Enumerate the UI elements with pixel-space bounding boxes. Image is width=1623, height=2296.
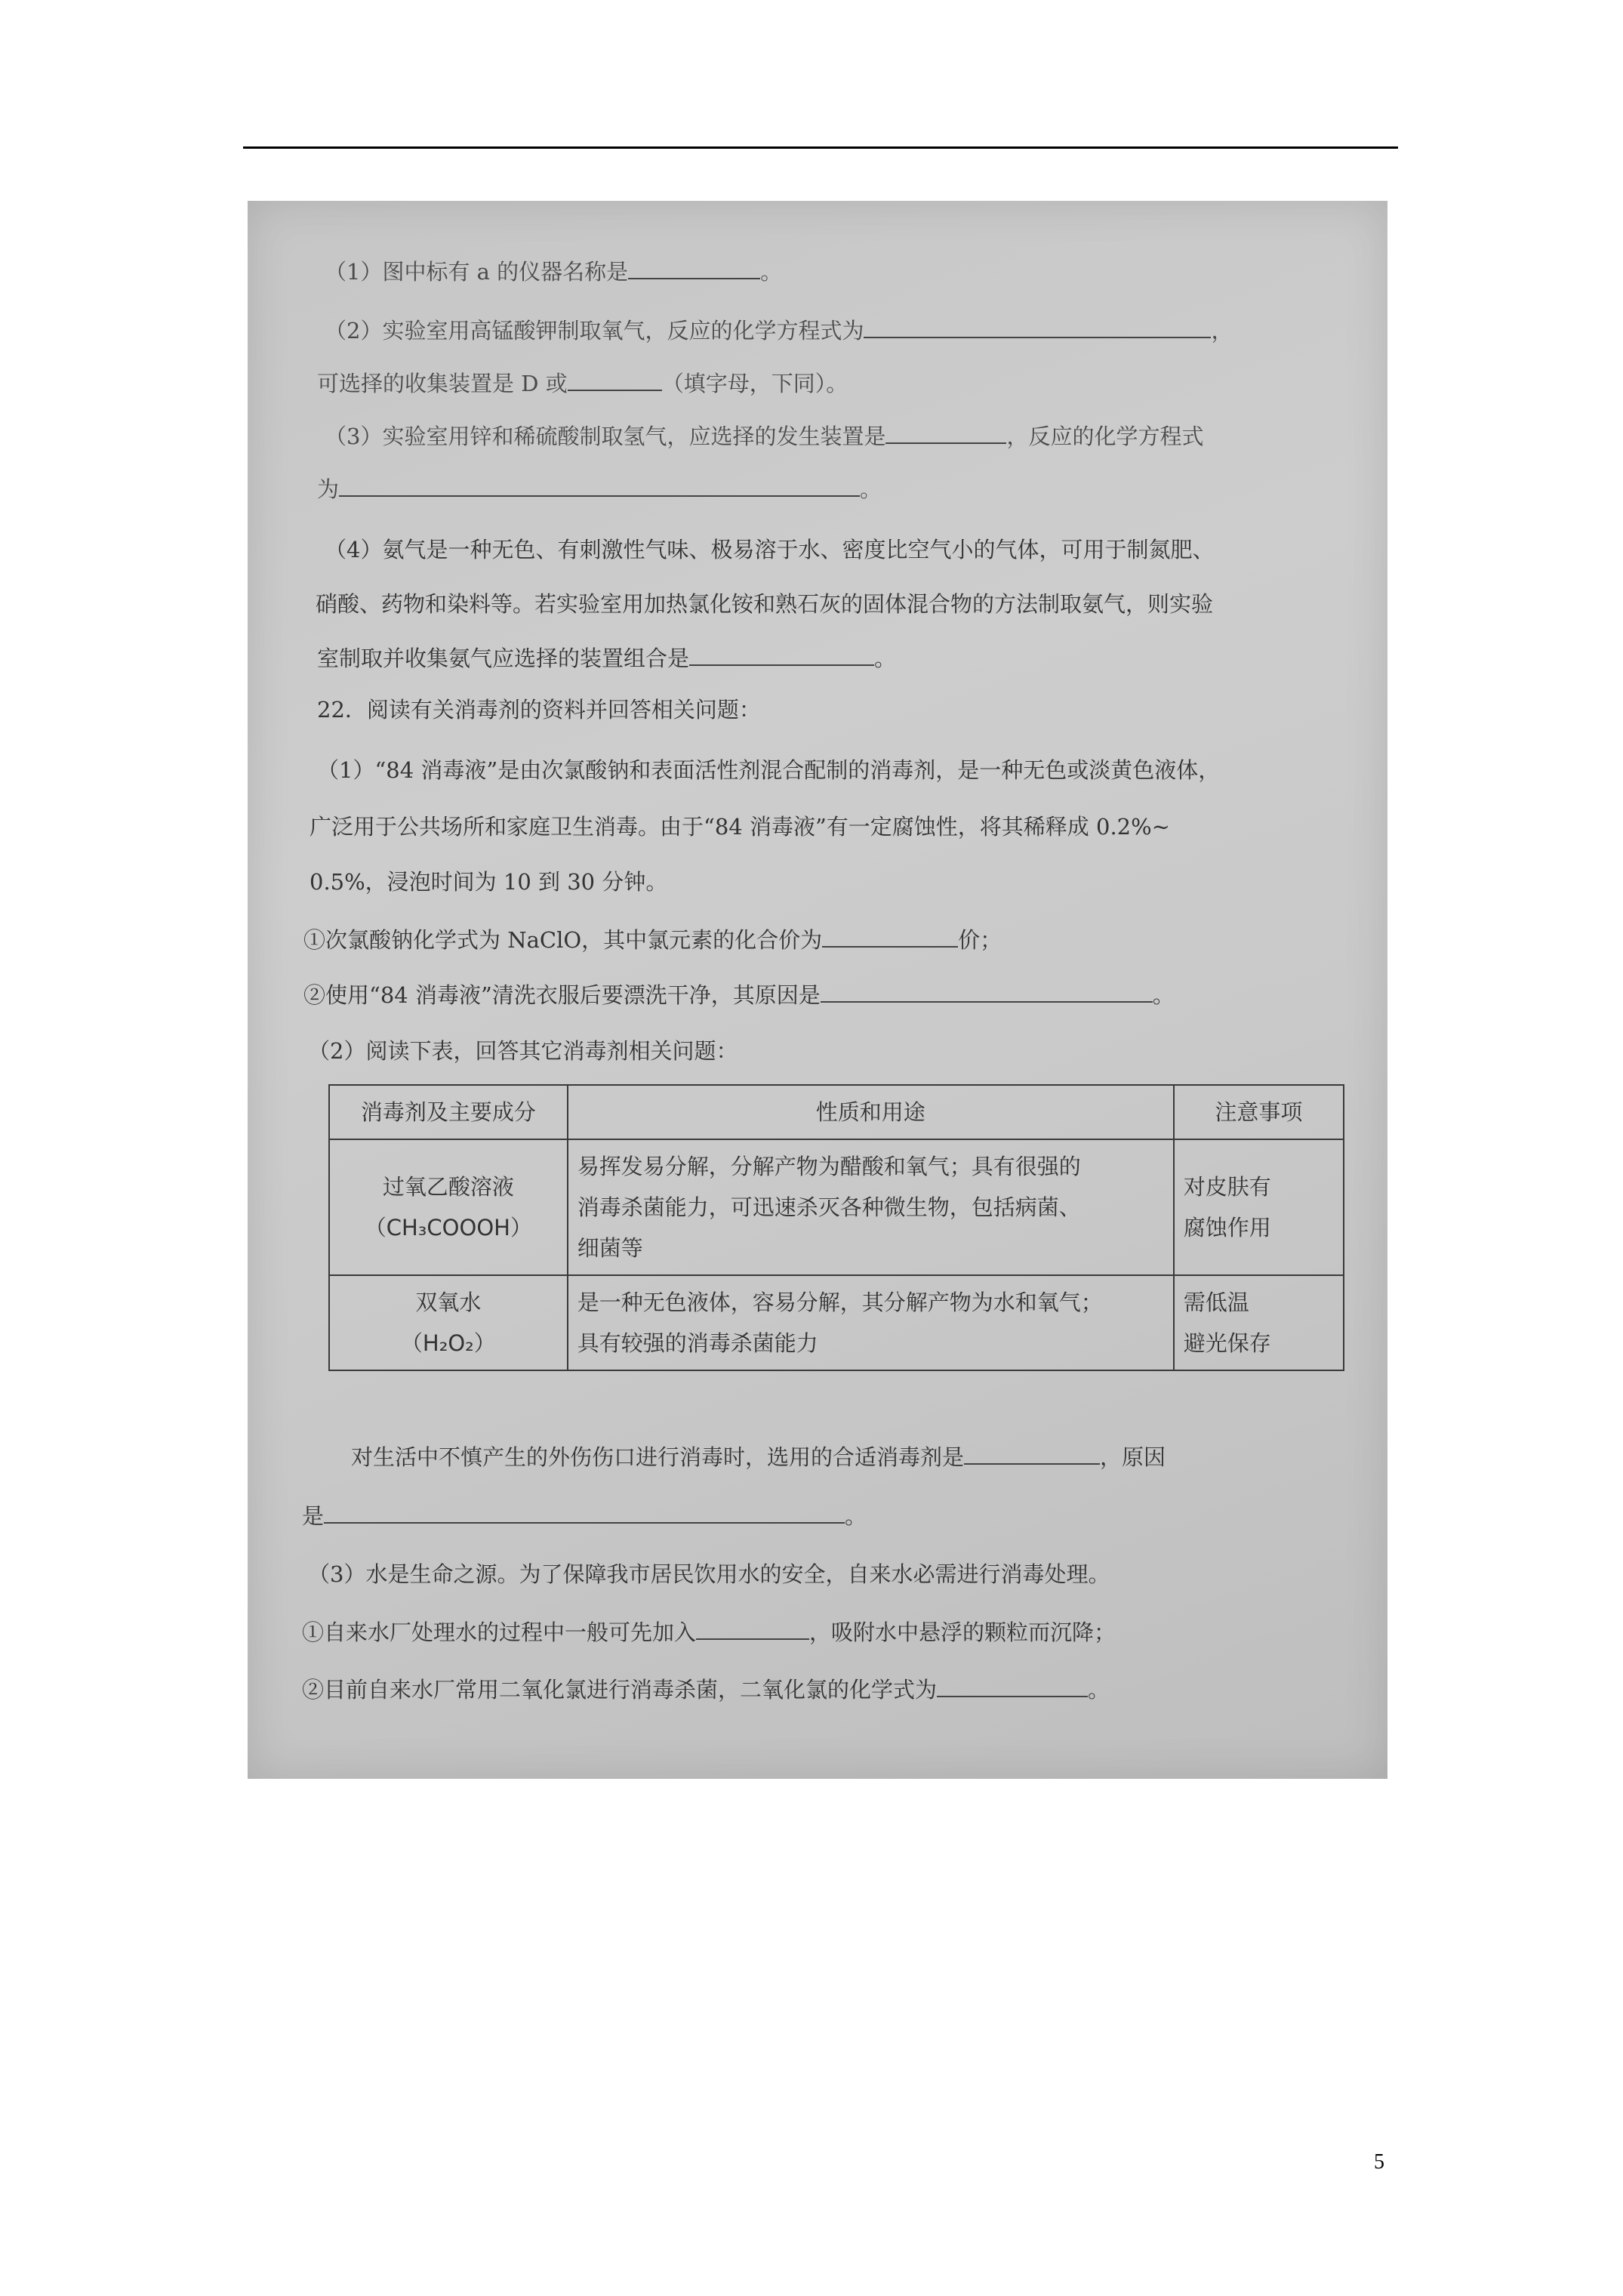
answer-blank[interactable] <box>696 1619 809 1640</box>
q21-2b: 可选择的收集装置是 D 或 （填字母，下同）。 <box>317 371 848 396</box>
table-header: 注意事项 <box>1174 1085 1344 1139</box>
answer-blank[interactable] <box>689 645 874 666</box>
q22-title: 22．阅读有关消毒剂的资料并回答相关问题： <box>317 697 761 723</box>
q22-3-i: ①自来水厂处理水的过程中一般可先加入 ，吸附水中悬浮的颗粒而沉降； <box>302 1620 1116 1645</box>
answer-blank[interactable] <box>822 926 958 948</box>
table-cell-agent <box>329 1139 568 1275</box>
q22-2-after-b: 是 。 <box>302 1503 867 1529</box>
table-cell-use <box>568 1275 1174 1370</box>
table-cell-use <box>568 1139 1174 1275</box>
note-line: 腐蚀作用 <box>1183 1215 1271 1240</box>
use-line: 消毒杀菌能力，可迅速杀灭各种微生物，包括病菌、 <box>577 1194 1081 1220</box>
disinfectant-table <box>328 1084 1344 1371</box>
q22-2-after-a: 对生活中不慎产生的外伤伤口进行消毒时，选用的合适消毒剂是 ，原因 <box>351 1444 1166 1470</box>
header-rule <box>243 146 1398 149</box>
answer-blank[interactable] <box>937 1676 1088 1697</box>
note-line: 避光保存 <box>1183 1330 1271 1356</box>
q21-4b: 硝酸、药物和染料等。若实验室用加热氯化铵和熟石灰的固体混合物的方法制取氨气，则实验 <box>316 591 1214 617</box>
answer-blank[interactable] <box>324 1502 845 1524</box>
answer-blank[interactable] <box>864 317 1211 338</box>
q21-4c: 室制取并收集氨气应选择的装置组合是 。 <box>317 646 897 671</box>
answer-blank[interactable] <box>339 476 860 497</box>
agent-formula: （H₂O₂） <box>400 1330 496 1356</box>
use-line: 细菌等 <box>577 1235 643 1261</box>
agent-name: 过氧乙酸溶液 <box>382 1174 514 1200</box>
table-cell-note <box>1174 1139 1344 1275</box>
q21-2a: （2）实验室用高锰酸钾制取氧气，反应的化学方程式为 ， <box>325 318 1233 344</box>
q22-3-title: （3）水是生命之源。为了保障我市居民饮用水的安全，自来水必需进行消毒处理。 <box>308 1561 1110 1587</box>
q22-1b: 广泛用于公共场所和家庭卫生消毒。由于“84 消毒液”有一定腐蚀性，将其稀释成 0.2%~ <box>310 814 1170 840</box>
use-line: 是一种无色液体，容易分解，其分解产物为水和氧气； <box>577 1290 1103 1315</box>
table-header: 消毒剂及主要成分 <box>329 1085 568 1139</box>
q21-3b: 为 。 <box>317 476 882 502</box>
answer-blank[interactable] <box>964 1444 1100 1465</box>
answer-blank[interactable] <box>568 370 662 391</box>
table-cell-agent <box>329 1275 568 1370</box>
agent-name: 双氧水 <box>415 1290 482 1315</box>
q22-2-title: （2）阅读下表，回答其它消毒剂相关问题： <box>308 1038 738 1064</box>
q22-1c: 0.5%，浸泡时间为 10 到 30 分钟。 <box>310 869 668 895</box>
table-cell-note <box>1174 1275 1344 1370</box>
table-row <box>329 1275 1344 1370</box>
answer-blank[interactable] <box>628 258 760 279</box>
q22-1a: （1）“84 消毒液”是由次氯酸钠和表面活性剂混合配制的消毒剂，是一种无色或淡黄色液体， <box>317 757 1221 783</box>
q22-3-ii: ②目前自来水厂常用二氧化氯进行消毒杀菌，二氧化氯的化学式为 。 <box>302 1677 1110 1703</box>
q21-4a: （4）氨气是一种无色、有刺激性气味、极易溶于水、密度比空气小的气体，可用于制氮肥、 <box>325 537 1215 562</box>
table-header-row <box>329 1085 1344 1139</box>
q21-3a: （3）实验室用锌和稀硫酸制取氢气，应选择的发生装置是 ，反应的化学方程式 <box>325 424 1204 449</box>
answer-blank[interactable] <box>885 423 1006 444</box>
table-header: 性质和用途 <box>568 1085 1174 1139</box>
use-line: 易挥发易分解，分解产物为醋酸和氧气；具有很强的 <box>577 1154 1081 1179</box>
answer-blank[interactable] <box>821 982 1153 1003</box>
page-number: 5 <box>1374 2150 1384 2174</box>
q22-1-ii: ②使用“84 消毒液”清洗衣服后要漂洗干净，其原因是 。 <box>303 982 1175 1008</box>
agent-formula: （CH₃COOOH） <box>364 1215 532 1240</box>
table-row <box>329 1139 1344 1275</box>
use-line: 具有较强的消毒杀菌能力 <box>577 1330 818 1356</box>
q22-1-i: ①次氯酸钠化学式为 NaClO，其中氯元素的化合价为 价； <box>303 927 1002 953</box>
q21-1: （1）图中标有 a 的仪器名称是 。 <box>325 259 783 285</box>
note-line: 需低温 <box>1183 1290 1249 1315</box>
note-line: 对皮肤有 <box>1183 1174 1271 1200</box>
